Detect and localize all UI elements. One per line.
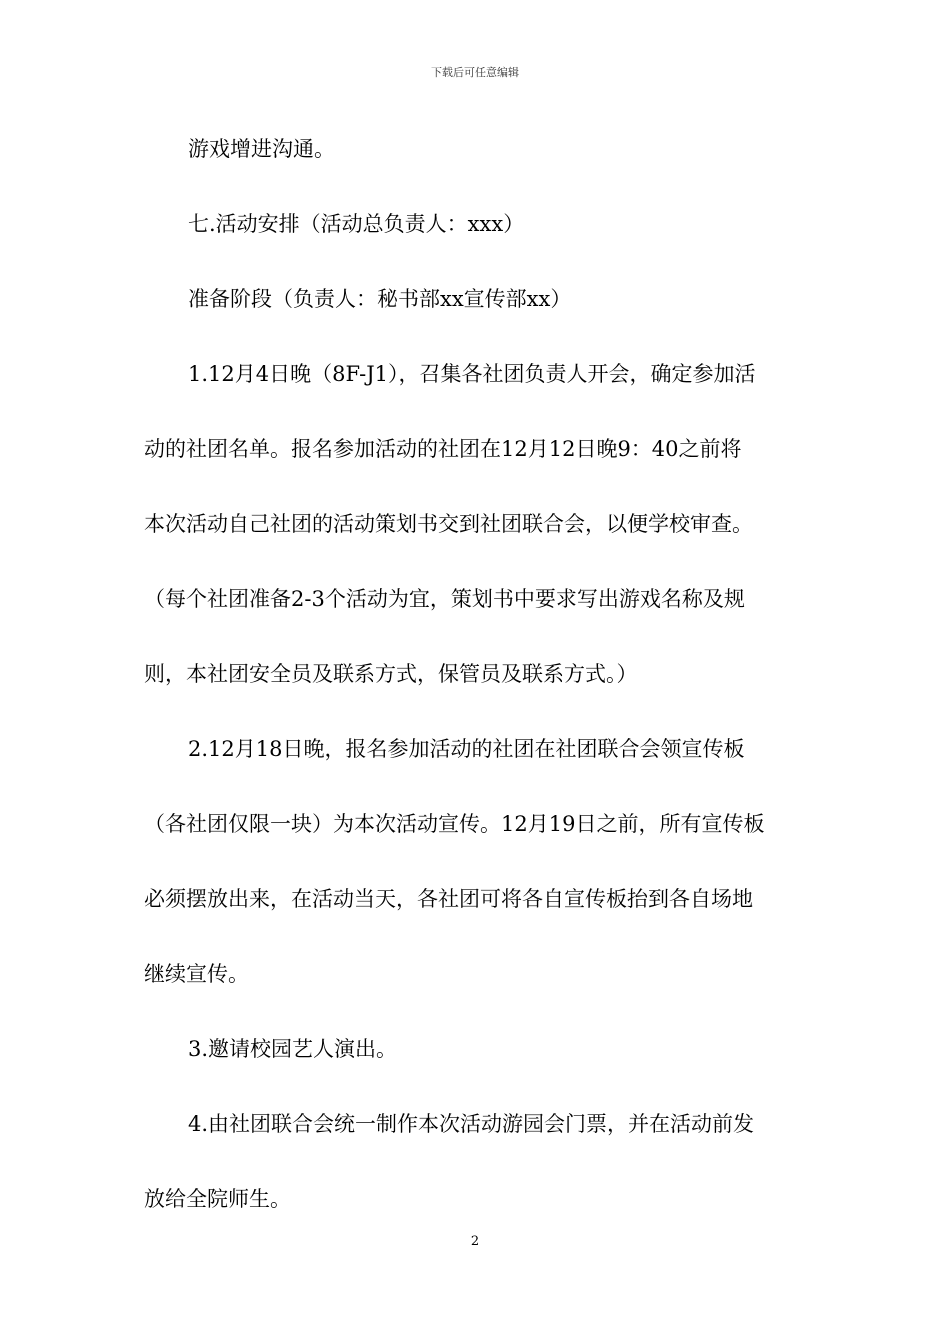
text-line-9: 2.12月18日晚，报名参加活动的社团在社团联合会领宣传板	[188, 737, 745, 761]
text-line-1: 游戏增进沟通。	[188, 137, 335, 161]
text-line-8: 则，本社团安全员及联系方式，保管员及联系方式。）	[144, 662, 638, 686]
page-header: 下载后可任意编辑	[431, 66, 519, 79]
page-number: 2	[470, 1234, 480, 1249]
text-line-10: （各社团仅限一块）为本次活动宣传。12月19日之前，所有宣传板	[144, 812, 765, 836]
text-line-15: 放给全院师生。	[144, 1187, 291, 1211]
text-line-13: 3.邀请校园艺人演出。	[188, 1037, 398, 1061]
phase-heading: 准备阶段（负责人：秘书部xx宣传部xx）	[188, 287, 572, 311]
section-heading: 七.活动安排（活动总负责人：xxx）	[188, 212, 525, 236]
text-line-7: （每个社团准备2-3个活动为宜，策划书中要求写出游戏名称及规	[144, 587, 745, 611]
text-line-12: 继续宣传。	[144, 962, 249, 986]
text-line-6: 本次活动自己社团的活动策划书交到社团联合会，以便学校审查。	[144, 512, 753, 536]
text-line-11: 必须摆放出来，在活动当天，各社团可将各自宣传板抬到各自场地	[144, 887, 753, 911]
text-line-5: 动的社团名单。报名参加活动的社团在12月12日晚9：40之前将	[144, 437, 742, 461]
text-line-4: 1.12月4日晚（8F-J1），召集各社团负责人开会，确定参加活	[188, 362, 756, 386]
text-line-14: 4.由社团联合会统一制作本次活动游园会门票，并在活动前发	[188, 1112, 755, 1136]
